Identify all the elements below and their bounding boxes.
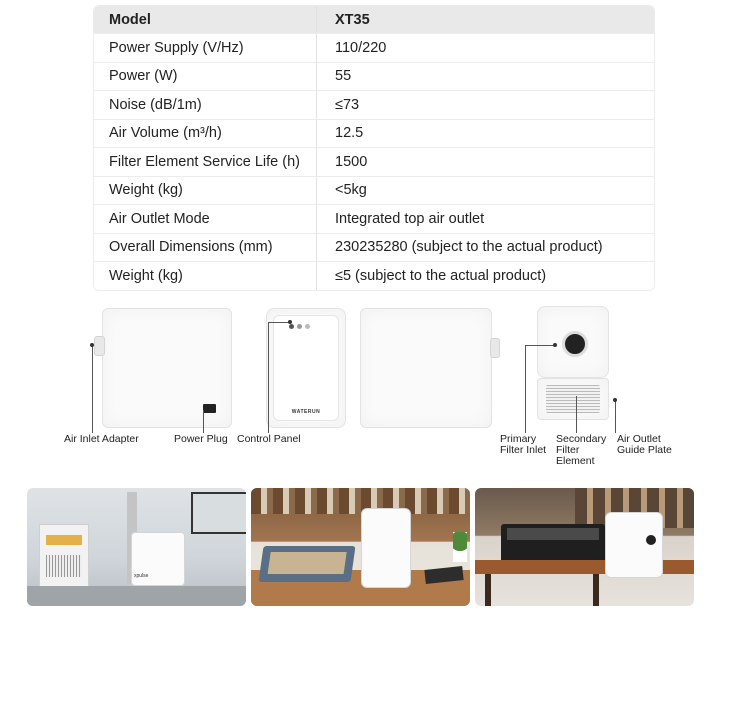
spec-key: Air Volume (m³/h) bbox=[109, 125, 222, 142]
laser-box bbox=[501, 524, 605, 564]
table-leg bbox=[593, 574, 599, 606]
outlet-nozzle bbox=[490, 338, 500, 358]
label-secondary-filter-line3: Element bbox=[556, 455, 595, 467]
spec-key: Weight (kg) bbox=[109, 182, 183, 199]
label-air-outlet-line2: Guide Plate bbox=[617, 444, 672, 456]
brand-label: xpulse bbox=[134, 573, 149, 579]
spec-value: 12.5 bbox=[316, 120, 654, 148]
callout-line-secondary-filter bbox=[576, 396, 577, 433]
callout-hline-control-panel bbox=[268, 322, 290, 323]
laser-machine bbox=[39, 524, 89, 590]
callout-line-air-outlet bbox=[615, 400, 616, 433]
spec-table bbox=[93, 5, 655, 291]
spec-key: Power (W) bbox=[109, 68, 178, 85]
front-panel-inner bbox=[273, 315, 339, 421]
callout-dot bbox=[553, 343, 557, 347]
spec-key: Overall Dimensions (mm) bbox=[109, 239, 273, 256]
spec-value: 230235280 (subject to the actual product) bbox=[316, 234, 654, 262]
callout-dot bbox=[90, 343, 94, 347]
spec-value: 1500 bbox=[316, 148, 654, 176]
table-row bbox=[94, 6, 654, 34]
table-leg bbox=[485, 574, 491, 606]
brand-logo: WATERUN bbox=[291, 409, 321, 415]
product-bottom-view bbox=[537, 378, 609, 420]
desk-surface bbox=[27, 586, 246, 606]
table-row bbox=[94, 205, 654, 234]
table-row bbox=[94, 120, 654, 149]
label-power-plug: Power Plug bbox=[174, 433, 228, 445]
label-air-outlet-line1: Air Outlet bbox=[617, 433, 661, 445]
power-switch bbox=[203, 404, 216, 413]
photo-workshop-scene bbox=[251, 488, 470, 606]
table-row bbox=[94, 262, 654, 290]
purifier-unit bbox=[361, 508, 411, 588]
product-top-view bbox=[537, 306, 609, 378]
label-secondary-filter-line2: Filter bbox=[556, 444, 580, 456]
air-inlet-adapter-nozzle bbox=[94, 336, 105, 356]
spec-value: <5kg bbox=[316, 177, 654, 205]
label-air-inlet-adapter: Air Inlet Adapter bbox=[64, 433, 139, 445]
spec-value: ≤5 (subject to the actual product) bbox=[316, 262, 654, 290]
callout-dot bbox=[288, 320, 292, 324]
control-panel-buttons bbox=[289, 324, 319, 330]
product-views bbox=[0, 300, 750, 470]
spec-key: Filter Element Service Life (h) bbox=[109, 153, 300, 170]
product-front-view bbox=[266, 308, 346, 428]
spec-value: XT35 bbox=[316, 6, 654, 33]
table-row bbox=[94, 234, 654, 263]
callout-line-air-inlet bbox=[92, 345, 93, 433]
top-outlet-circle bbox=[562, 331, 588, 357]
spec-value: 110/220 bbox=[316, 34, 654, 62]
filter-grille bbox=[546, 385, 600, 413]
bookshelf bbox=[251, 488, 470, 514]
purifier-unit bbox=[605, 512, 663, 578]
spec-key: Model bbox=[109, 11, 151, 28]
spec-value: 55 bbox=[316, 63, 654, 91]
label-secondary-filter-line1: Secondary bbox=[556, 433, 607, 445]
product-side-view-right bbox=[360, 308, 492, 428]
spec-value: Integrated top air outlet bbox=[316, 205, 654, 233]
callout-line-power-plug bbox=[203, 410, 204, 433]
spec-key: Weight (kg) bbox=[109, 267, 183, 284]
photo-office-scene bbox=[27, 488, 246, 606]
spec-key: Power Supply (V/Hz) bbox=[109, 39, 244, 56]
spec-key: Air Outlet Mode bbox=[109, 210, 210, 227]
callout-line-control-panel bbox=[268, 322, 269, 433]
table-row bbox=[94, 177, 654, 206]
callout-dot bbox=[613, 398, 617, 402]
table-row bbox=[94, 63, 654, 92]
label-primary-filter-inlet-line2: Filter Inlet bbox=[500, 444, 547, 456]
spec-value: ≤73 bbox=[316, 91, 654, 119]
spec-key: Noise (dB/1m) bbox=[109, 96, 202, 113]
table-row bbox=[94, 34, 654, 63]
laser-engraver bbox=[258, 546, 355, 582]
callout-hline-primary-filter bbox=[525, 345, 555, 346]
photo-studio-scene bbox=[475, 488, 694, 606]
monitor bbox=[191, 492, 246, 534]
label-primary-filter-inlet-line1: Primary bbox=[500, 433, 537, 445]
callout-line-primary-filter bbox=[525, 345, 526, 433]
table-row bbox=[94, 148, 654, 177]
label-control-panel: Control Panel bbox=[237, 433, 301, 445]
plant-pot bbox=[453, 532, 467, 562]
table-row bbox=[94, 91, 654, 120]
